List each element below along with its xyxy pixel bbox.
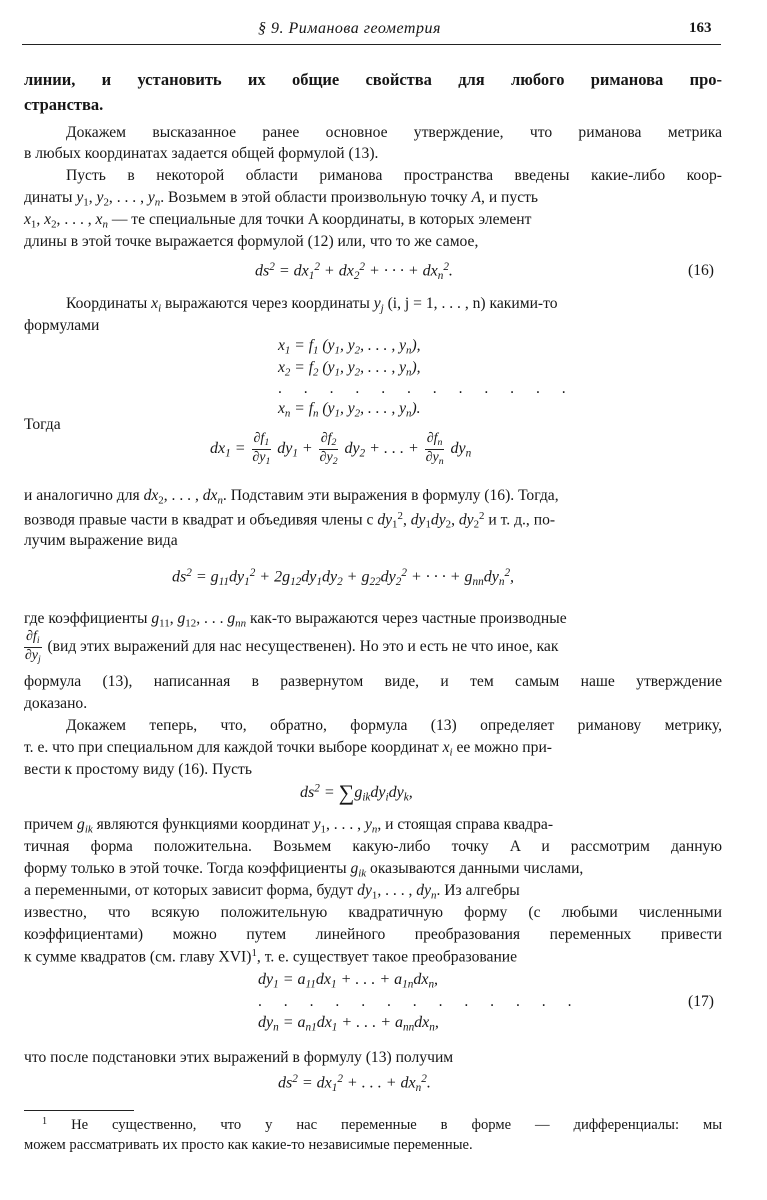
formula-line: $x_1 = f_1$ ($y_1$, $y_2$, . . . , $y_n$), xyxy=(278,337,421,357)
text-line: длины в этой точке выражается формулой (12) или, что то же самое, xyxy=(24,233,479,250)
text-line: форму только в этой точке. Тогда коэффициенты $g_{ik}$ оказываются данными числами, xyxy=(24,860,584,880)
text-line: доказано. xyxy=(24,695,88,712)
text-line: что после подстановки этих выражений в формулу (13) получим xyxy=(24,1049,454,1066)
text-line: т. е. что при специальном для каждой точки выборе координат $x_i$ ее можно при- xyxy=(24,739,552,759)
text-line: $x_1$, $x_2$, . . . , $x_n$ — те специальные для точки A координаты, в которых элемент xyxy=(24,211,532,231)
text-line: Пусть в некоторой области риманова пространства введены какие-либо коор- xyxy=(66,167,722,184)
text-line: где коэффициенты $g_{11}$, $g_{12}$, . . . $g_{nn}$ как-то выражаются через частные производные xyxy=(24,610,567,630)
equation-number: (16) xyxy=(688,262,714,279)
text-line: возводя правые части в квадрат и объедивяя члены с $dy_1^2$, $dy_1dy_2$, $dy_2^2$ и т. д., по- xyxy=(24,510,556,531)
text-line: Тогда xyxy=(24,416,61,433)
text-line: Докажем высказанное ранее основное утверждение, что риманова метрика xyxy=(66,124,722,141)
text-line: формула (13), написанная в развернутом виде, и тем самым наше утверждение xyxy=(24,673,722,690)
text-line: в любых координатах задается общей формулой (13). xyxy=(24,145,379,162)
footnote-ref: 1 xyxy=(251,947,257,959)
formula-dots: . . . . . . . . . . . . . xyxy=(258,993,581,1010)
text-line: линии, и установить их общие свойства для любого риманова про- xyxy=(24,70,722,89)
text-line: а переменными, от которых зависит форма, будут $dy_1$, . . . , $dy_n$. Из алгебры xyxy=(24,882,520,902)
equation-16: $ds^2 = dx_1^2 + dx_2^2$ + · · · + $dx_n^2$. xyxy=(255,261,453,282)
formula-dots: . . . . . . . . . . . . xyxy=(278,380,575,397)
footnote-rule xyxy=(24,1110,134,1111)
text-line: Докажем теперь, что, обратно, формула (13) определяет риманову метрику, xyxy=(66,717,722,734)
text-line: вести к простому виду (16). Пусть xyxy=(24,761,252,778)
text-line: и аналогично для $dx_2$, . . . , $dx_n$. Подставим эти выражения в формулу (16). Тогда, xyxy=(24,487,559,507)
text-line: известно, что всякую положительную квадратичную форму (с любыми численными xyxy=(24,904,722,921)
text-line: тичная форма положительна. Возьмем какую-либо точку A и рассмотрим данную xyxy=(24,838,722,855)
running-head: § 9. Риманова геометрия xyxy=(258,20,441,37)
footnote-line: можем рассматривать их просто как какие-то независимые переменные. xyxy=(24,1137,473,1153)
text-line: $\frac{\partial f_i}{\partial y_j}$ (вид этих выражений для нас несущественен). Но это и есть не что иное, как xyxy=(24,629,559,665)
formula-line: $x_2 = f_2$ ($y_1$, $y_2$, . . . , $y_n$), xyxy=(278,359,421,379)
equation-number: (17) xyxy=(688,993,714,1010)
text-line: динаты $y_1$, $y_2$, . . . , $y_n$. Возьмем в этой области произвольную точку A, и пусть xyxy=(24,189,539,209)
header-rule xyxy=(22,44,721,45)
text-line: лучим выражение вида xyxy=(24,532,178,549)
formula-line: $dy_1 = a_{11}dx_1$ + . . . + $a_{1n}dx_n$, xyxy=(258,971,439,991)
text-line: странства. xyxy=(24,95,104,114)
formula-line: $dy_n = a_{n1}dx_1$ + . . . + $a_{nn}dx_n$, xyxy=(258,1014,439,1034)
footnote-line: $^1$ Не существенно, что у нас переменные в форме — дифференциалы: мы xyxy=(42,1116,722,1134)
equation-expanded: $ds^2 = g_{11}dy_1^2 + 2g_{12}dy_1dy_2 + g_{22}dy_2^2$ + · · · + $g_{nn}dy_n^2$, xyxy=(172,567,515,588)
text-line: причем $g_{ik}$ являются функциями координат $y_1$, . . . , $y_n$, и стоящая справа квадра- xyxy=(24,816,554,836)
page-number: 163 xyxy=(689,20,712,36)
equation-sum: $ds^2 = \sum g_{ik}dy_idy_k$, xyxy=(300,780,413,805)
text-line: формулами xyxy=(24,317,100,334)
equation-dx1: $dx_1$ = $\frac{\partial f_1}{\partial y_1}$ $dy_1$ + $\frac{\partial f_2}{\partial y_2}$ $dy_2$ + . . . + $\frac{\partial f_n}{\partial y_n}$ $dy_n$ xyxy=(210,431,472,467)
text-line: коэффициентами) можно путем линейного преобразования переменных привести xyxy=(24,926,722,943)
equation-final: $ds^2 = dx_1^2$ + . . . + $dx_n^2$. xyxy=(278,1073,431,1094)
text-line: к сумме квадратов (см. главу XVI)$^1$, т. е. существует такое преобразование xyxy=(24,947,518,966)
text-line: Координаты $x_i$ выражаются через координаты $y_j$ (i, j = 1, . . . , n) какими-то xyxy=(66,295,558,315)
formula-line: $x_n = f_n$ ($y_1$, $y_2$, . . . , $y_n$). xyxy=(278,400,421,420)
